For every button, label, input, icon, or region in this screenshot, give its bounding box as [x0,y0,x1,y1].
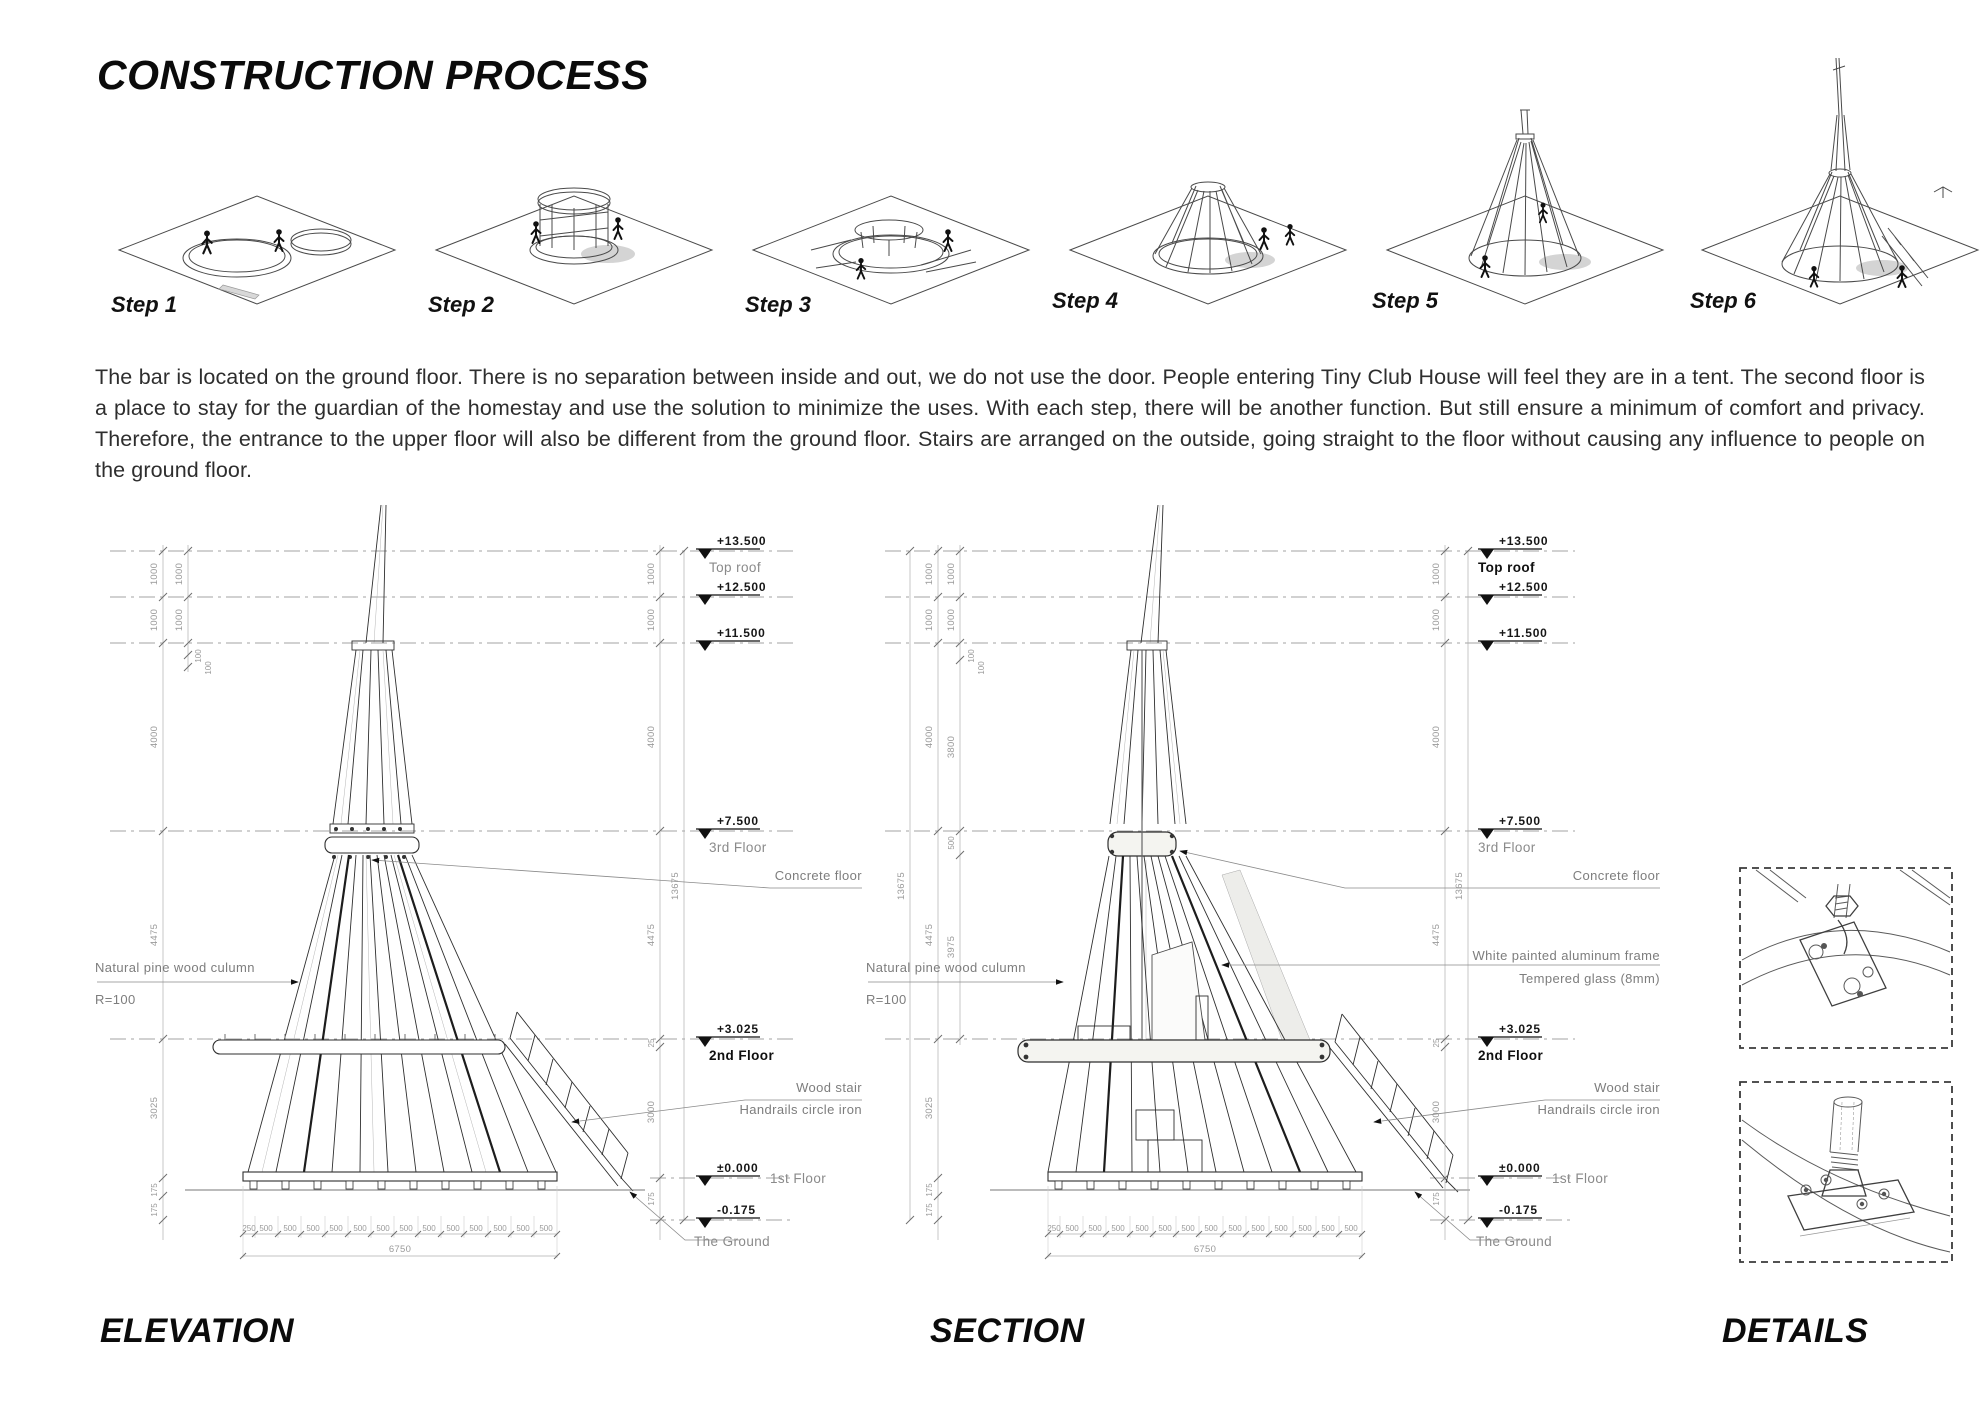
dim-label: 500 [1228,1224,1242,1233]
dim-label: 175 [150,1203,159,1217]
level-marker-1st-floor [1478,1161,1608,1186]
step-3-structure [811,220,976,279]
section-title: SECTION [930,1312,1085,1350]
plot-diamond [753,196,1029,304]
callout-wood-stair: Wood stair [1594,1080,1660,1095]
level-value: +13.500 [717,534,767,548]
dim-label: 1000 [1431,562,1442,586]
callout-concrete-floor: Concrete floor [774,868,862,883]
elevation-drawing [60,420,920,1280]
level-value: +11.500 [1499,626,1548,640]
dim-label: 500 [446,1224,460,1233]
details-title: DETAILS [1722,1312,1869,1350]
level-name: 3rd Floor [1478,840,1536,855]
dim-label: 100 [194,649,203,663]
callout-radius: R=100 [95,992,136,1007]
dim-label: 4000 [646,725,657,749]
level-name: 2nd Floor [709,1048,775,1063]
dim-label: 1000 [946,562,957,586]
level-marker-2nd-floor [696,1022,774,1063]
dim-label: 500 [422,1224,436,1233]
level-name: The Ground [1476,1234,1553,1249]
dim-label: 4000 [924,725,935,749]
dim-label: 1000 [646,608,657,632]
dim-total-width: 6750 [388,1244,412,1255]
dim-label: 500 [539,1224,553,1233]
dim-label: 250 [242,1224,256,1233]
level-marker-11500 [1478,626,1548,651]
level-name: Top roof [709,560,761,575]
level-value: -0.175 [717,1203,756,1217]
level-name: 3rd Floor [709,840,767,855]
elevation-structure [185,505,645,1191]
dim-label: 3025 [149,1096,160,1120]
level-value: ±0.000 [1499,1161,1541,1175]
dim-label: 500 [306,1224,320,1233]
dim-label: 500 [1251,1224,1265,1233]
level-value: +3.025 [717,1022,759,1036]
dim-label: 175 [1432,1192,1441,1206]
dim-label: 100 [967,649,976,663]
dim-label: 500 [469,1224,483,1233]
level-value: +12.500 [1499,580,1549,594]
dim-label: 1000 [149,562,160,586]
level-name: 1st Floor [770,1171,827,1186]
dim-label: 175 [647,1192,656,1206]
dim-total-height: 13675 [896,872,907,900]
dim-label: 4475 [924,923,935,947]
dim-label: 4000 [149,725,160,749]
dim-label: 500 [947,836,956,850]
dim-label: 1000 [946,608,957,632]
level-name: 1st Floor [1552,1171,1609,1186]
callout-wood-stair: Wood stair [796,1080,862,1095]
level-value: +13.500 [1499,534,1549,548]
level-marker-3rd-floor [696,814,767,855]
dim-label: 4475 [1431,923,1442,947]
dim-label: 500 [353,1224,367,1233]
level-marker-12500 [1478,580,1548,605]
dim-label: 500 [1135,1224,1149,1233]
dim-label: 3025 [924,1096,935,1120]
level-value: +3.025 [1499,1022,1541,1036]
dim-total-height: 13675 [1454,872,1465,900]
dim-label: 500 [399,1224,413,1233]
dim-label: 3975 [946,935,957,959]
level-marker-2nd-floor [1478,1022,1543,1063]
dim-label: 1000 [924,562,935,586]
dim-label: 500 [259,1224,273,1233]
level-value: ±0.000 [717,1161,759,1175]
level-value: +11.500 [717,626,766,640]
level-name: 2nd Floor [1478,1048,1544,1063]
dim-label: 4475 [149,923,160,947]
intro-paragraph: The bar is located on the ground floor. There is no separation between inside and out, we do not use the door. People entering Tiny Club House will feel they are in a tent. The second floor is a place to stay for the guardian of the homestay and use the solution to minimize the uses. With each step, there will be another function. But still ensure a minimum of comfort and privacy. Therefore, the entrance to the upper floor will also be different from the ground floor. Stairs are arranged on the outside, going straight to the floor without causing any influence to people on the ground floor. [95,365,1925,482]
dim-label: 500 [1181,1224,1195,1233]
dim-label: 1000 [174,608,185,632]
elevation-callouts [95,860,862,1122]
detail-box-1 [1740,868,1952,1048]
section-drawing [860,420,1680,1280]
dim-label: 500 [376,1224,390,1233]
dim-label: 500 [493,1224,507,1233]
dim-label: 100 [204,661,213,675]
dim-label: 3800 [946,735,957,759]
level-value: +7.500 [1499,814,1541,828]
page-title: CONSTRUCTION PROCESS [97,52,650,98]
dim-total-height: 13675 [670,872,681,900]
dim-label: 250 [1047,1224,1061,1233]
dim-label: 500 [329,1224,343,1233]
dim-label: 500 [1321,1224,1335,1233]
dim-label: 500 [1344,1224,1358,1233]
dim-label: 100 [977,661,986,675]
step-6-label: Step 6 [1690,288,1757,313]
elevation-level-markers [630,534,826,1249]
step-6-structure [1782,58,1952,287]
callout-aluminum-frame: White painted aluminum frame [1472,948,1660,963]
callout-handrail: Handrails circle iron [1537,1102,1660,1117]
dim-label: 500 [1298,1224,1312,1233]
dim-label: 1000 [924,608,935,632]
dim-label: 175 [150,1183,159,1197]
step-1-structure [183,229,351,299]
level-name: The Ground [694,1234,771,1249]
section-level-markers [1415,534,1608,1249]
level-marker-12500 [696,580,766,605]
detail-box-2 [1740,1082,1952,1262]
callout-concrete-floor: Concrete floor [1572,868,1660,883]
callout-radius: R=100 [866,992,907,1007]
step-3-label: Step 3 [745,292,812,317]
elevation-title: ELEVATION [100,1312,295,1350]
dim-label: 4000 [1431,725,1442,749]
dim-label: 1000 [1431,608,1442,632]
step-1-label: Step 1 [111,292,178,317]
elevation-dimensions [149,545,688,1259]
dim-label: 3000 [1431,1100,1442,1124]
step-4-label: Step 4 [1052,288,1119,313]
step-5-structure [1469,110,1591,277]
details-panel [1700,856,1982,1276]
level-value: +12.500 [717,580,767,594]
dim-label: 1000 [646,562,657,586]
level-marker-top-roof [1478,534,1548,575]
step-4-structure [1153,182,1294,274]
dim-total-width: 6750 [1193,1244,1217,1255]
dim-label: 500 [1088,1224,1102,1233]
level-marker-11500 [696,626,766,651]
level-marker-3rd-floor [1478,814,1542,855]
level-name: Top roof [1478,560,1535,575]
dim-label: 500 [1158,1224,1172,1233]
callout-handrail: Handrails circle iron [739,1102,862,1117]
dim-label: 500 [1111,1224,1125,1233]
dim-label: 500 [283,1224,297,1233]
dim-label: 1000 [149,608,160,632]
level-value: +7.500 [717,814,759,828]
dim-label: 3000 [646,1100,657,1124]
dim-label: 175 [925,1183,934,1197]
dim-label: 500 [1274,1224,1288,1233]
dim-label: 500 [516,1224,530,1233]
dim-label: 4475 [646,923,657,947]
callout-pine-column: Natural pine wood culumn [866,960,1026,975]
level-value: -0.175 [1499,1203,1538,1217]
step-5-label: Step 5 [1372,288,1439,313]
step-2-label: Step 2 [428,292,495,317]
dim-label: 1000 [174,562,185,586]
dim-label: 175 [925,1203,934,1217]
callout-tempered-glass: Tempered glass (8mm) [1519,971,1660,986]
dim-label: 25 [1432,1038,1441,1048]
elevation-level-lines [110,551,795,1220]
level-marker-1st-floor [696,1161,826,1186]
level-marker-top-roof [696,534,766,575]
section-structure [990,505,1470,1192]
dim-label: 500 [1065,1224,1079,1233]
plot-diamond [119,196,395,304]
dim-label: 25 [647,1038,656,1048]
section-dimensions [896,545,1472,1259]
dim-label: 500 [1204,1224,1218,1233]
callout-pine-column: Natural pine wood culumn [95,960,255,975]
